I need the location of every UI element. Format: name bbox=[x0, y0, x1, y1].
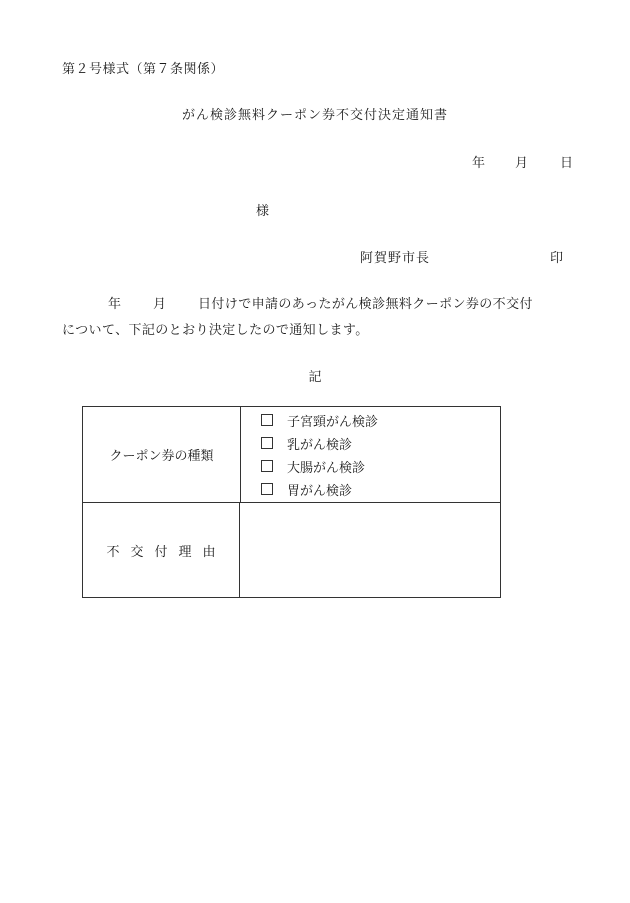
body-text-line-2: について、下記のとおり決定したので通知します。 bbox=[62, 323, 369, 338]
date-month-label: 月 bbox=[515, 156, 529, 171]
checkbox-icon[interactable] bbox=[261, 483, 273, 495]
option-label: 乳がん検診 bbox=[287, 437, 353, 453]
option-breast-cancer[interactable] bbox=[261, 433, 352, 453]
form-number: 第２号様式（第７条関係） bbox=[62, 62, 225, 77]
addressee-honorific: 様 bbox=[256, 204, 270, 219]
date-day-label: 日 bbox=[560, 156, 574, 171]
option-cervical-cancer[interactable] bbox=[261, 410, 378, 430]
body-text-line-1: 日付けで申請のあったがん検診無料クーポン券の不交付 bbox=[198, 297, 533, 312]
body-year-label: 年 bbox=[108, 297, 122, 312]
option-colorectal-cancer[interactable] bbox=[261, 456, 365, 476]
coupon-type-row bbox=[83, 407, 500, 503]
non-issuance-reason-label: 不交付理由 bbox=[83, 503, 240, 597]
seal-mark: 印 bbox=[550, 251, 564, 266]
issuer-name: 阿賀野市長 bbox=[360, 251, 431, 266]
option-label: 大腸がん検診 bbox=[287, 460, 366, 476]
non-issuance-reason-field[interactable] bbox=[251, 513, 491, 583]
document-title: がん検診無料クーポン券不交付決定通知書 bbox=[181, 108, 448, 123]
option-label: 子宮頸がん検診 bbox=[287, 414, 379, 430]
checkbox-icon[interactable] bbox=[261, 460, 273, 472]
checkbox-icon[interactable] bbox=[261, 414, 273, 426]
section-heading: 記 bbox=[308, 370, 322, 385]
coupon-type-label: クーポン券の種類 bbox=[83, 407, 241, 502]
option-stomach-cancer[interactable] bbox=[261, 479, 352, 499]
non-issuance-reason-row bbox=[83, 503, 500, 597]
body-month-label: 月 bbox=[153, 297, 167, 312]
detail-table bbox=[82, 406, 501, 598]
checkbox-icon[interactable] bbox=[261, 437, 273, 449]
option-label: 胃がん検診 bbox=[287, 483, 353, 499]
date-year-label: 年 bbox=[472, 156, 486, 171]
